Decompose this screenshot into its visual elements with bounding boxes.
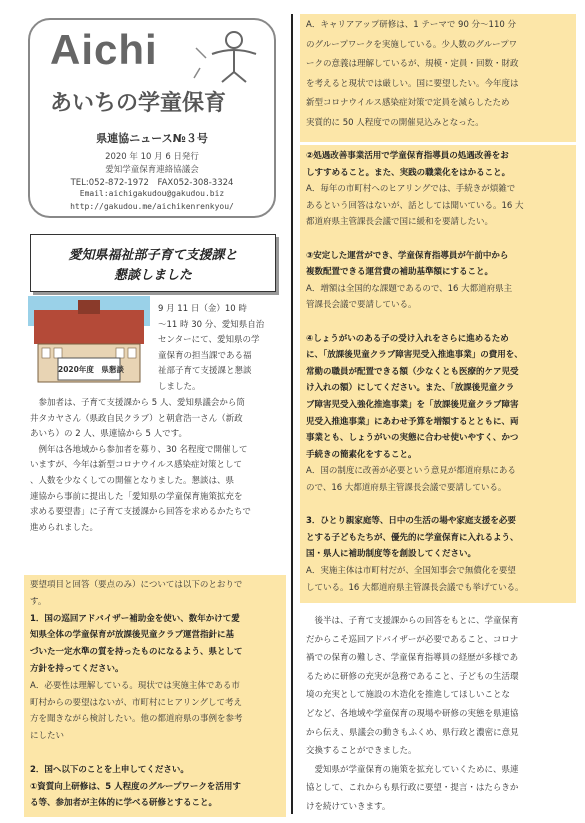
publisher: 愛知学童保育連絡協議会 [105, 165, 199, 175]
text-line: ②処遇改善事業活用で学童保育指導員の処遇改善をお [306, 151, 509, 161]
text-line: A．必要性は理解している。現状では実施主体である市 [30, 680, 240, 691]
text-line: 新型コロナウイルス感染症対策で定員を減らしたため [306, 98, 510, 108]
issue-date: 2020 年 10 月 6 日発行 [105, 152, 199, 162]
text-line: 3．ひとり親家庭等、日中の生活の場や家庭支援を必要 [306, 516, 516, 527]
text-line: 後半は、子育て支援課からの回答をもとに、学童保育 [306, 616, 519, 626]
text-line: あいち）の 2 人、県連協から 5 人です。 [30, 429, 187, 440]
answer-block-1 [300, 14, 576, 142]
text-line: とする子どもたちが、優先的に学童保育に入れるよう、 [306, 532, 519, 543]
text-line: ブ障害児受入強化推進事業」を「放課後児童クラブ障害 [306, 400, 519, 410]
text-line: ③安定した運営ができ、学童保育指導員が午前中から [306, 250, 509, 261]
article-title-box [30, 234, 276, 292]
text-line: 事業とも、しょうがいの実態に合わせ使いやすく、かつ [306, 433, 519, 444]
text-line: 連協から事前に提出した「愛知県の学童保育施策拡充を [30, 491, 243, 502]
requests-block-right [300, 145, 576, 603]
text-line: あるという回答はないが、話としては聞いている。16 大 [306, 200, 524, 211]
text-line: 国・県人に補助制度等を創設してください。 [306, 549, 477, 560]
text-line: るために研修の充実が急務であること、子どもの生活環 [306, 671, 519, 682]
text-line: ークの意義は理解しているが、規模・定員・回数・財政 [306, 59, 519, 69]
text-line: 交換することができました。 [306, 746, 417, 757]
text-line: どなど、各地域や学童保育の現場や研修の実態を県連協 [306, 709, 519, 719]
text-line: 都道府県主管課長会議で国に緩和を要請したい。 [306, 217, 494, 228]
text-line: 、人数を少なくしての開催となりました。懇談は、県 [30, 476, 235, 486]
text-line: 町村からの要望はないが、市町村にヒアリングして考え [30, 697, 242, 708]
text-line: 常勤の職員が配置できる額（少なくとも医療的ケア児受 [306, 366, 519, 377]
text-line: に、「放課後児童クラブ障害児受入推進事業」の費用を、 [306, 350, 523, 361]
text-line: 禍での保育の難しさ、学童保育指導員の経歴が多様であ [306, 653, 519, 664]
text-line: る等、参加者が主体的に学べる研修とすること。 [30, 798, 218, 809]
requests-block-left [24, 575, 286, 817]
text-line: けを続けていきます。 [306, 802, 391, 812]
text-line: 1．国の巡回アドバイザー補助金を使い、数年かけて愛 [30, 613, 240, 624]
contact-email: Email:aichigakudou@gakudou.biz [79, 189, 225, 198]
text-line: ④しょうがいのある子の受け入れをさらに進めるため [306, 333, 509, 344]
text-line: 児受入推進事業」にあわせ予算を増額するとともに、両 [306, 416, 519, 427]
text-line: ～11 時 30 分、愛知県自治 [158, 319, 265, 330]
text-line: A．キャリアアップ研修は、1 テーマで 90 分～110 分 [306, 20, 516, 30]
website-link[interactable]: http://gakudou.me/aichikenrenkyou/ [70, 202, 234, 211]
text-line: にしたい [30, 731, 65, 742]
text-line: している。16 大都道府県主管課長会議でも挙げている。 [306, 582, 524, 593]
text-line: 要望項目と回答（要点のみ）については以下のとおりで [30, 580, 243, 590]
text-line: 複数配置できる運営費の補助基準額にすること。 [306, 267, 494, 278]
article-title-line: 懇談しました [113, 268, 192, 283]
intro-paragraph [28, 296, 284, 551]
text-line: だからこそ巡回アドバイザーが必要であること、コロナ [306, 634, 519, 645]
text-line: いますが、今年は新型コロナウイルス感染症対策として [30, 460, 242, 471]
text-line: から伝え、県議会の動きもふくめ、県行政と濃密に意見 [306, 727, 519, 738]
text-line: しました。 [158, 382, 201, 392]
text-line: 協として、これからも県行政に要望・提言・はたらきか [306, 783, 519, 794]
article-title-line: 愛知県福祉部子育て支援課と [68, 248, 238, 263]
text-line: 童保育の担当課である福 [158, 350, 252, 361]
text-line: 求める要望書」に子育て支援課から回答を求めるかたちで [30, 507, 251, 518]
logo-wordmark: Aichi [50, 26, 158, 73]
text-line: け入れの額）にしてください。また、「放課後児童クラ [306, 383, 515, 394]
text-line: 進められました。 [30, 522, 99, 533]
text-line: 2．国へ以下のことを上申してください。 [30, 764, 189, 775]
text-line: 例年は各地域から参加者を募り、30 名程度で開催して [30, 444, 248, 455]
text-line: 井タカヤさん（県政自民クラブ）と朝倉浩一さん（新政 [30, 413, 243, 424]
closing-paragraph [300, 612, 576, 817]
text-line: 方針を持ってください。 [30, 664, 124, 674]
contact-phone-fax: TEL:052-872-1972 FAX052-308-3324 [70, 178, 234, 188]
text-line: A．国の制度に改善が必要という意見が都道府県にある [306, 466, 516, 477]
text-line: 9 月 11 日（金）10 時 [158, 304, 247, 314]
text-line: 手続きの簡素化をすること。 [306, 449, 417, 460]
issue-label: 県連協ニュース№３号 [96, 132, 208, 145]
text-line: づいた一定水準の質を持ったものになるよう、県として [30, 647, 243, 658]
text-line: 境の充実として施設の木造化を推進してほしいことな [306, 690, 511, 701]
text-line: のグループワークを実施している。少人数のグループワ [306, 39, 518, 50]
text-line: 参加者は、子育て支援課から 5 人、愛知県議会から筒 [30, 398, 245, 408]
text-line: 知県全体の学童保育が放課後児童クラブ運営指針に基 [30, 630, 235, 641]
text-line: す。 [30, 596, 47, 607]
text-line: ので、16 大都道府県主管課長会議で要請している。 [306, 483, 507, 493]
text-line: しすすめること。また、実践の職業化をはかること。 [306, 167, 511, 178]
text-line: A．増額は全国的な課題であるので、16 大都道府県主 [306, 283, 513, 294]
text-line: A．毎年の市町村へのヒアリングでは、手続きが煩雑で [306, 184, 516, 195]
text-line: 祉部子育て支援課と懇談 [158, 366, 252, 377]
text-line: 実質的に 50 人程度での開催見込みとなった。 [306, 117, 484, 128]
text-line: 方を聞きながら検討したい。他の都道府県の事例を参考 [30, 714, 243, 725]
child-figure-logo-icon [192, 28, 262, 84]
text-line: ①資質向上研修は、5 人程度のグループワークを活用す [30, 781, 241, 792]
text-line: 管課長会議で要請している。 [306, 300, 417, 311]
column-divider [291, 14, 293, 814]
text-line: センターにて、愛知県の学 [158, 335, 260, 346]
text-line: を考えると現状では厳しい。国に要望したい。今年度は [306, 78, 519, 89]
illustration-caption: 2020年度 県懇談 [58, 365, 124, 374]
text-line: A．実施主体は市町村だが、全国知事会で無償化を要望 [306, 566, 516, 576]
text-line: 愛知県が学童保育の施策を拡充していくために、県連 [306, 764, 519, 775]
newsletter-title: あいちの学童保育 [50, 91, 227, 116]
